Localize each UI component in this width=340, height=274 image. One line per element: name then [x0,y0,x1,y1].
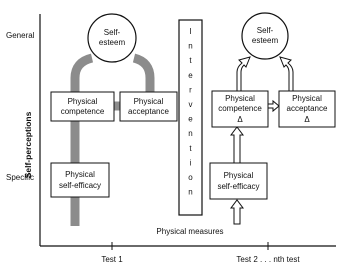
left-physical-competence-node [51,92,114,121]
x-tick-label-test1: Test 1 [101,255,123,264]
right-physical-acceptance-node [279,91,335,127]
right-acceptance-delta: Δ [304,115,310,124]
left-physical-self-efficacy-node [51,163,109,197]
right-self-esteem-node [242,13,288,59]
arrow-competence-to-esteem [237,57,250,91]
arrow-into-efficacy [231,200,243,224]
level-specific-label: Specific [6,173,35,182]
left-physical-acceptance-node [120,92,177,121]
right-competence-line2: competence [218,104,262,113]
left-efficacy-line1: Physical [65,170,95,179]
intervention-letter: t [189,56,192,66]
x-axis-label: Physical measures [156,227,224,236]
right-efficacy-line2: self-efficacy [217,182,260,191]
level-general-label: General [6,31,35,40]
y-axis-label: Self-perceptions [23,111,33,179]
left-acceptance-line1: Physical [133,97,164,106]
right-efficacy-line1: Physical [223,171,254,180]
intervention-letter: r [189,85,192,95]
x-tick-label-test2: Test 2 . . . nth test [236,255,300,264]
right-physical-self-efficacy-node [210,163,267,199]
left-competence-line2: competence [60,107,105,116]
left-self-esteem-node [88,14,136,62]
left-self-esteem-line2: esteem [98,38,126,47]
intervention-letter: e [188,70,193,80]
left-competence-line1: Physical [67,97,98,106]
left-acceptance-line2: acceptance [128,107,169,116]
intervention-letter: v [188,100,193,109]
left-pathways [75,58,150,226]
right-competence-delta: Δ [237,115,243,124]
right-acceptance-line1: Physical [292,94,322,103]
arrow-competence-to-acceptance [268,101,279,111]
intervention-bar [179,20,202,215]
intervention-letter: n [188,187,193,197]
right-competence-line1: Physical [225,94,255,103]
pathway-competence-to-esteem [75,58,92,93]
right-self-esteem-line2: esteem [251,36,279,45]
intervention-letter: I [189,27,192,36]
intervention-letter: i [189,158,192,168]
intervention-letter: n [188,129,193,139]
intervention-letter: o [188,173,193,182]
arrow-efficacy-to-competence [231,127,243,163]
pathway-acceptance-to-esteem [134,58,150,93]
intervention-letter: n [188,41,193,51]
right-self-esteem-line1: Self- [256,26,274,35]
left-self-esteem-line1: Self- [103,28,121,37]
left-efficacy-line2: self-efficacy [58,181,102,190]
right-physical-competence-node [212,91,268,127]
right-acceptance-line2: acceptance [286,104,328,113]
intervention-letter: e [188,114,193,124]
arrow-acceptance-to-esteem [280,57,293,91]
intervention-letter: t [189,143,192,153]
